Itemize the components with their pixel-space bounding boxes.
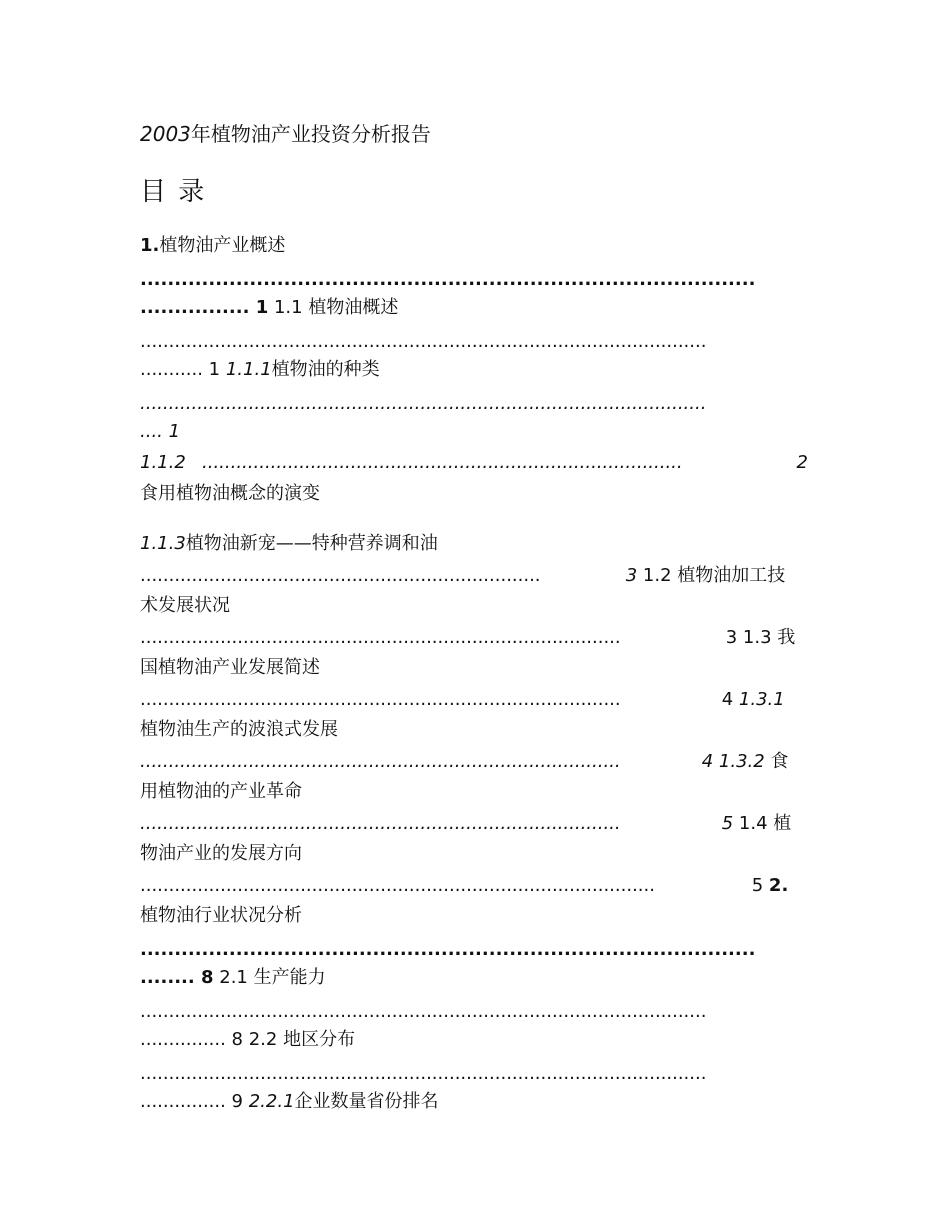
toc-page-number: 4	[701, 751, 714, 772]
toc-entry-1-1-1-text: 植物油的种类	[271, 359, 380, 380]
toc-entry-1-4-number: 1.4	[738, 813, 768, 834]
toc-entry-1-text: 植物油产业概述	[159, 235, 286, 256]
toc-leader-dots: ..........................................................................................	[140, 269, 756, 290]
toc-heading: 目 录	[140, 177, 207, 207]
toc-entry-1-4[interactable]	[140, 812, 791, 836]
toc-leader-dots: ...................................................................................................	[140, 331, 707, 352]
toc-entry-1-1-number: 1.1	[273, 297, 303, 318]
toc-page-number: 5	[721, 813, 734, 834]
toc-entry-1-2[interactable]	[140, 564, 785, 588]
toc-entry-2-number: 2.	[768, 875, 789, 896]
title-text: 年植物油产业投资分析报告	[190, 122, 431, 146]
toc-entry-2-1-number: 2.1	[219, 967, 248, 988]
toc-entry-1-1-3[interactable]	[140, 532, 438, 556]
document-title	[140, 122, 431, 146]
toc-leader-dots: ....................................................................................	[140, 751, 621, 772]
toc-entry-2-2-1[interactable]	[140, 1090, 439, 1114]
toc-entry-1-4-text-cont: 物油产业的发展方向	[140, 843, 302, 864]
toc-entry-1-2-number: 1.2	[642, 565, 672, 586]
toc-leader-dots: ................	[140, 297, 256, 318]
toc-page-number: 9	[231, 1091, 243, 1112]
toc-entry-1-number: 1.	[140, 235, 160, 256]
toc-page-number: 4	[721, 689, 734, 710]
toc-entry-2-text: 植物油行业状况分析	[140, 905, 302, 926]
toc-leader-dots: ...................................................................................................	[140, 1001, 707, 1022]
toc-entry-2[interactable]	[140, 874, 788, 898]
toc-leader-dots: ...................................................................................................	[140, 1063, 707, 1084]
toc-leader-dots: ...........	[140, 359, 209, 380]
toc-entry-2-2-1-number: 2.2.1	[248, 1091, 295, 1112]
toc-page-number: 3	[625, 565, 638, 586]
toc-page-number: 3	[725, 627, 738, 648]
toc-leader-dots: ...............	[140, 1029, 232, 1050]
toc-entry-1-3-text-cont: 国植物油产业发展简述	[140, 657, 320, 678]
toc-page-number: 8	[231, 1029, 243, 1050]
toc-leader-dots: ...................................................................................................	[140, 393, 707, 414]
toc-entry-1-3-1[interactable]	[140, 688, 785, 712]
toc-entry-2-1-text: 生产能力	[253, 967, 326, 988]
toc-entry-1-1-1-number: 1.1.1	[225, 359, 272, 380]
toc-leader-dots: ..........................................................................................	[140, 939, 756, 960]
toc-entry-1[interactable]	[140, 234, 285, 258]
toc-leader-dots: ....................................................................................	[202, 452, 683, 473]
toc-leader-dots: ...............	[140, 1091, 232, 1112]
toc-entry-1-1-1[interactable]	[140, 358, 380, 382]
toc-entry-1-1[interactable]	[140, 296, 398, 320]
toc-entry-1-3-2-text-cont: 用植物油的产业革命	[140, 781, 302, 802]
toc-entry-1-1-2-number: 1.1.2	[140, 452, 186, 473]
toc-entry-2-2-1-text: 企业数量省份排名	[294, 1091, 439, 1112]
toc-entry-2-2[interactable]	[140, 1028, 355, 1052]
toc-entry-1-3-1-number: 1.3.1	[738, 689, 785, 710]
toc-entry-1-3-text: 我	[777, 627, 796, 648]
toc-entry-2-2-number: 2.2	[248, 1029, 278, 1050]
toc-leader-dots: ..........................................................................................	[140, 875, 655, 896]
toc-page-number: 5	[751, 875, 764, 896]
toc-entry-2-2-text: 地区分布	[283, 1029, 356, 1050]
toc-entry-1-3-number: 1.3	[742, 627, 772, 648]
toc-entry-1-1-2[interactable]	[140, 451, 808, 475]
toc-entry-2-1[interactable]	[140, 966, 326, 990]
toc-leader-dots: ....................................................................................	[140, 689, 621, 710]
toc-entry-1-3-2-number: 1.3.2	[718, 751, 765, 772]
toc-entry-1-1-2-text: 食用植物油概念的演变	[140, 483, 320, 504]
toc-page-number: 1	[168, 421, 181, 442]
toc-leader-dots: ......................................................................	[140, 565, 541, 586]
toc-entry-1-3-2[interactable]	[140, 750, 788, 774]
toc-entry-1-3[interactable]	[140, 626, 795, 650]
toc-leader-dots: ....................................................................................	[140, 627, 621, 648]
toc-entry-1-2-text-cont: 术发展状况	[140, 595, 230, 616]
toc-entry-1-1-3-text: 植物油新宠——特种营养调和油	[185, 533, 438, 554]
toc-leader-dots: ....................................................................................	[140, 813, 621, 834]
toc-entry-1-4-text: 植	[773, 813, 792, 834]
title-year: 2003	[140, 122, 191, 146]
toc-entry-1-3-2-text: 食	[770, 751, 789, 772]
toc-entry-1-1-3-number: 1.1.3	[140, 533, 186, 554]
toc-page-line	[140, 420, 180, 444]
toc-entry-1-2-text: 植物油加工技	[677, 565, 786, 586]
toc-page-number: 1	[208, 359, 221, 380]
toc-page-number: 2	[796, 452, 808, 473]
toc-leader-dots: ....	[140, 421, 169, 442]
toc-entry-1-3-1-text: 植物油生产的波浪式发展	[140, 719, 338, 740]
toc-leader-dots: ........	[140, 967, 201, 988]
toc-page-number: 8	[200, 967, 214, 988]
toc-entry-1-1-text: 植物油概述	[308, 297, 399, 318]
toc-page-number: 1	[255, 297, 269, 318]
